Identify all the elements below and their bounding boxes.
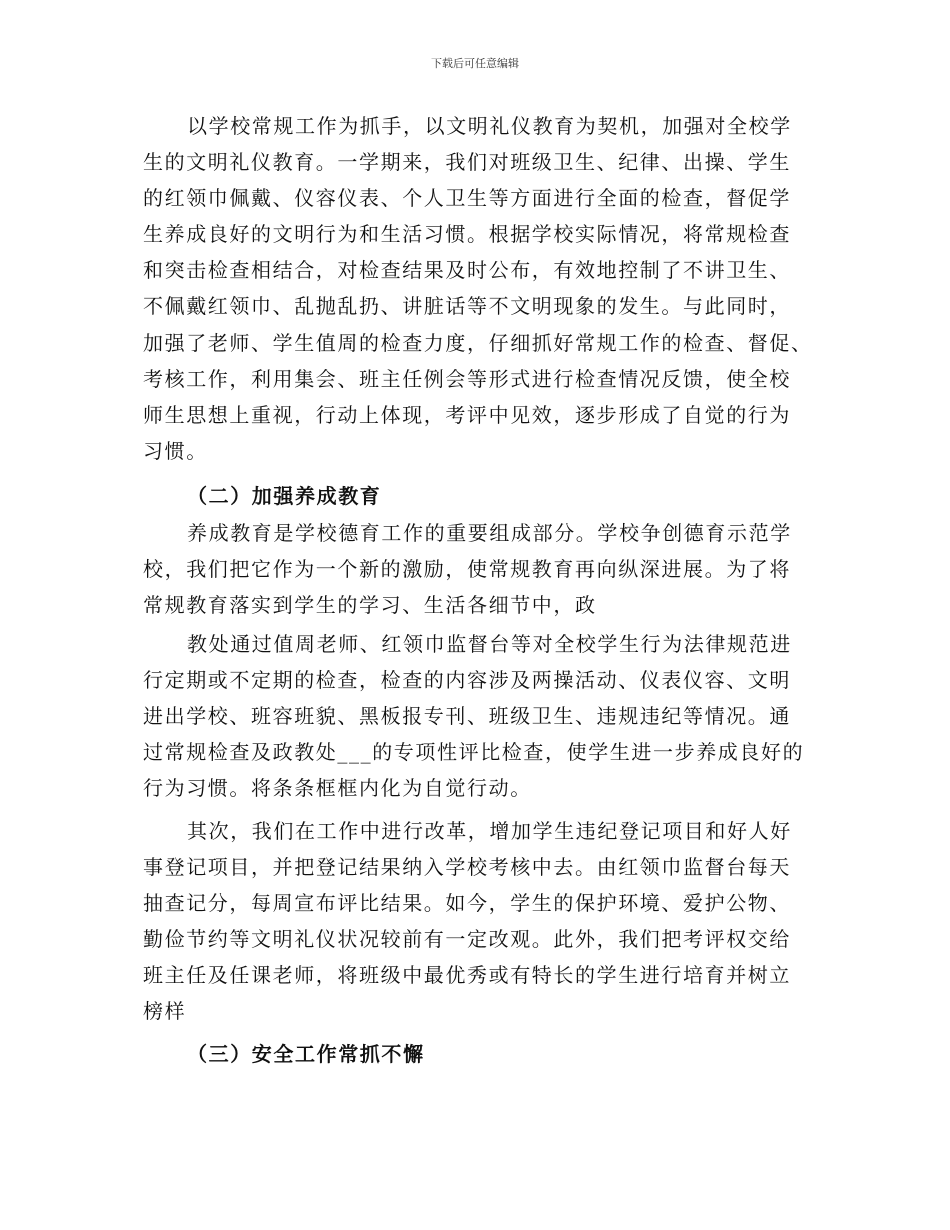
body-line: 其次，我们在工作中进行改革，增加学生违纪登记项目和好人好 bbox=[187, 819, 792, 843]
body-line: 榜样 bbox=[143, 999, 187, 1023]
section-heading: （二）加强养成教育 bbox=[187, 484, 382, 508]
body-line: 的红领巾佩戴、仪容仪表、个人卫生等方面进行全面的检查，督促学 bbox=[143, 186, 791, 210]
body-line: 校，我们把它作为一个新的激励，使常规教育再向纵深进展。为了将 bbox=[143, 557, 791, 581]
body-line: 教处通过值周老师、红领巾监督台等对全校学生行为法律规范进 bbox=[187, 632, 792, 656]
body-line: 行定期或不定期的检查，检查的内容涉及两操活动、仪表仪容、文明 bbox=[143, 668, 791, 692]
page-header: 下载后可任意编辑 bbox=[431, 57, 519, 70]
body-line: 和突击检查相结合，对检查结果及时公布，有效地控制了不讲卫生、 bbox=[143, 258, 791, 282]
body-line: 勤俭节约等文明礼仪状况较前有一定改观。此外，我们把考评权交给 bbox=[143, 927, 791, 951]
body-line: 加强了老师、学生值周的检查力度，仔细抓好常规工作的检查、督促、 bbox=[143, 331, 813, 355]
body-line: 进出学校、班容班貌、黑板报专刊、班级卫生、违规违纪等情况。通 bbox=[143, 704, 791, 728]
body-line: 习惯。 bbox=[143, 439, 208, 463]
body-line: 以学校常规工作为抓手，以文明礼仪教育为契机，加强对全校学 bbox=[187, 114, 792, 138]
body-line: 师生思想上重视，行动上体现，考评中见效，逐步形成了自觉的行为 bbox=[143, 403, 791, 427]
body-line: 生的文明礼仪教育。一学期来，我们对班级卫生、纪律、出操、学生 bbox=[143, 150, 791, 174]
body-line: 行为习惯。将条条框框内化为自觉行动。 bbox=[143, 776, 532, 800]
body-line: 班主任及任课老师，将班级中最优秀或有特长的学生进行培育并树立 bbox=[143, 963, 791, 987]
section-heading: （三）安全工作常抓不懈 bbox=[187, 1042, 425, 1066]
body-line: 事登记项目，并把登记结果纳入学校考核中去。由红领巾监督台每天 bbox=[143, 855, 791, 879]
body-line: 生养成良好的文明行为和生活习惯。根据学校实际情况，将常规检查 bbox=[143, 222, 791, 246]
body-line: 考核工作，利用集会、班主任例会等形式进行检查情况反馈，使全校 bbox=[143, 367, 791, 391]
body-line: 养成教育是学校德育工作的重要组成部分。学校争创德育示范学 bbox=[187, 521, 792, 545]
body-line: 过常规检查及政教处___的专项性评比检查，使学生进一步养成良好的 bbox=[143, 740, 805, 764]
body-line: 抽查记分，每周宣布评比结果。如今，学生的保护环境、爱护公物、 bbox=[143, 891, 791, 915]
body-line: 不佩戴红领巾、乱抛乱扔、讲脏话等不文明现象的发生。与此同时， bbox=[143, 294, 791, 318]
body-line: 常规教育落实到学生的学习、生活各细节中，政 bbox=[143, 593, 597, 617]
